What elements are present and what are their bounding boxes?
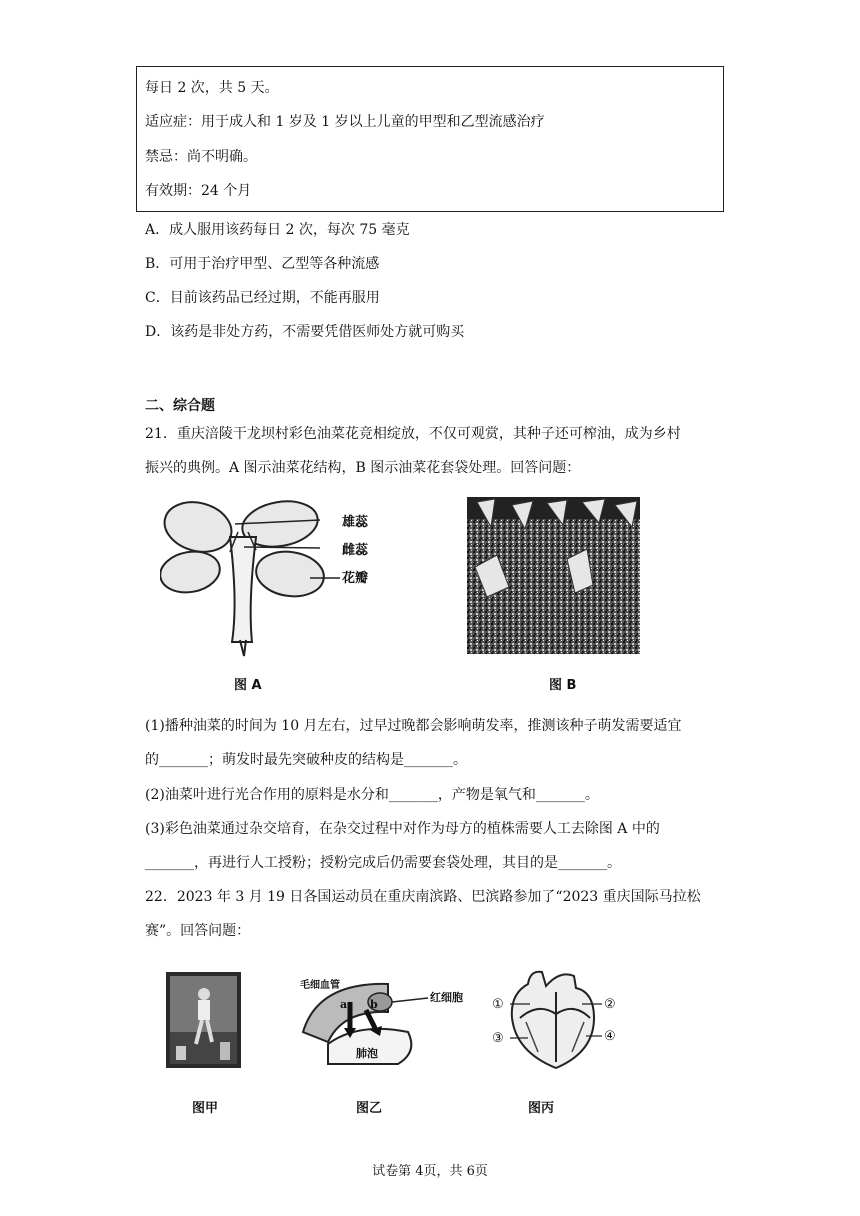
fig-a-label-stamen: 雄蕊 bbox=[342, 515, 369, 530]
option-d: D．该药是非处方药，不需要凭借医师处方就可购买 bbox=[145, 324, 465, 340]
figure-b-bagged-flowers-photo bbox=[467, 497, 640, 654]
option-c: C．目前该药品已经过期，不能再服用 bbox=[145, 290, 380, 306]
q21-sub3-line1: (3)彩色油菜通过杂交培育，在杂交过程中对作为母方的植株需要人工去除图 A 中的 bbox=[145, 821, 660, 837]
fig-yi-label-rbc: 红细胞 bbox=[430, 991, 463, 1004]
box-line-3: 禁忌：尚不明确。 bbox=[145, 149, 257, 165]
option-a: A．成人服用该药每日 2 次，每次 75 毫克 bbox=[145, 222, 410, 238]
q21-stem-2: 振兴的典例。A 图示油菜花结构，B 图示油菜花套袋处理。回答问题： bbox=[145, 460, 581, 476]
fig-yi-label-capillary: 毛细血管 bbox=[300, 980, 340, 991]
fig-yi-label-alveolus: 肺泡 bbox=[356, 1047, 378, 1060]
figure-bing-heart-diagram bbox=[490, 962, 620, 1074]
fig-a-caption: 图 A bbox=[234, 678, 262, 693]
fig-jia-caption: 图甲 bbox=[192, 1101, 219, 1116]
fig-bing-label-3: ③ bbox=[492, 1031, 504, 1046]
box-line-1: 每日 2 次，共 5 天。 bbox=[145, 80, 279, 96]
fig-bing-label-2: ② bbox=[604, 997, 616, 1012]
fig-a-label-petal: 花瓣 bbox=[342, 571, 369, 586]
fig-bing-label-4: ④ bbox=[604, 1029, 616, 1044]
fig-yi-label-a: a bbox=[340, 998, 348, 1011]
fig-yi-caption: 图乙 bbox=[356, 1101, 383, 1116]
q21-sub3-line2: _______，再进行人工授粉；授粉完成后仍需要套袋处理，其目的是_______。 bbox=[145, 855, 621, 871]
section-title: 二、综合题 bbox=[145, 398, 215, 414]
q21-sub2: (2)油菜叶进行光合作用的原料是水分和_______，产物是氧气和_______。 bbox=[145, 787, 599, 803]
q21-stem-1: 21．重庆涪陵干龙坝村彩色油菜花竞相绽放，不仅可观赏，其种子还可榨油，成为乡村 bbox=[145, 426, 681, 442]
page-footer: 试卷第 4页，共 6页 bbox=[372, 1164, 488, 1179]
q22-stem-1: 22．2023 年 3 月 19 日各国运动员在重庆南滨路、巴滨路参加了“2023 重庆国际马拉松 bbox=[145, 889, 701, 905]
q21-sub1-line2: 的_______；萌发时最先突破种皮的结构是_______。 bbox=[145, 752, 467, 768]
q22-stem-2: 赛”。回答问题： bbox=[145, 923, 251, 939]
q21-sub1-line1: (1)播种油菜的时间为 10 月左右，过早过晚都会影响萌发率，推测该种子萌发需要适宜 bbox=[145, 718, 682, 734]
fig-b-caption: 图 B bbox=[549, 678, 577, 693]
figure-jia-runner-photo bbox=[166, 972, 241, 1068]
fig-yi-label-b: b bbox=[370, 998, 378, 1011]
option-b: B．可用于治疗甲型、乙型等各种流感 bbox=[145, 256, 380, 272]
fig-bing-label-1: ① bbox=[492, 997, 504, 1012]
box-line-4: 有效期：24 个月 bbox=[145, 183, 252, 199]
fig-bing-caption: 图丙 bbox=[528, 1101, 555, 1116]
fig-a-label-pistil: 雌蕊 bbox=[342, 543, 369, 558]
box-line-2: 适应症：用于成人和 1 岁及 1 岁以上儿童的甲型和乙型流感治疗 bbox=[145, 114, 545, 130]
